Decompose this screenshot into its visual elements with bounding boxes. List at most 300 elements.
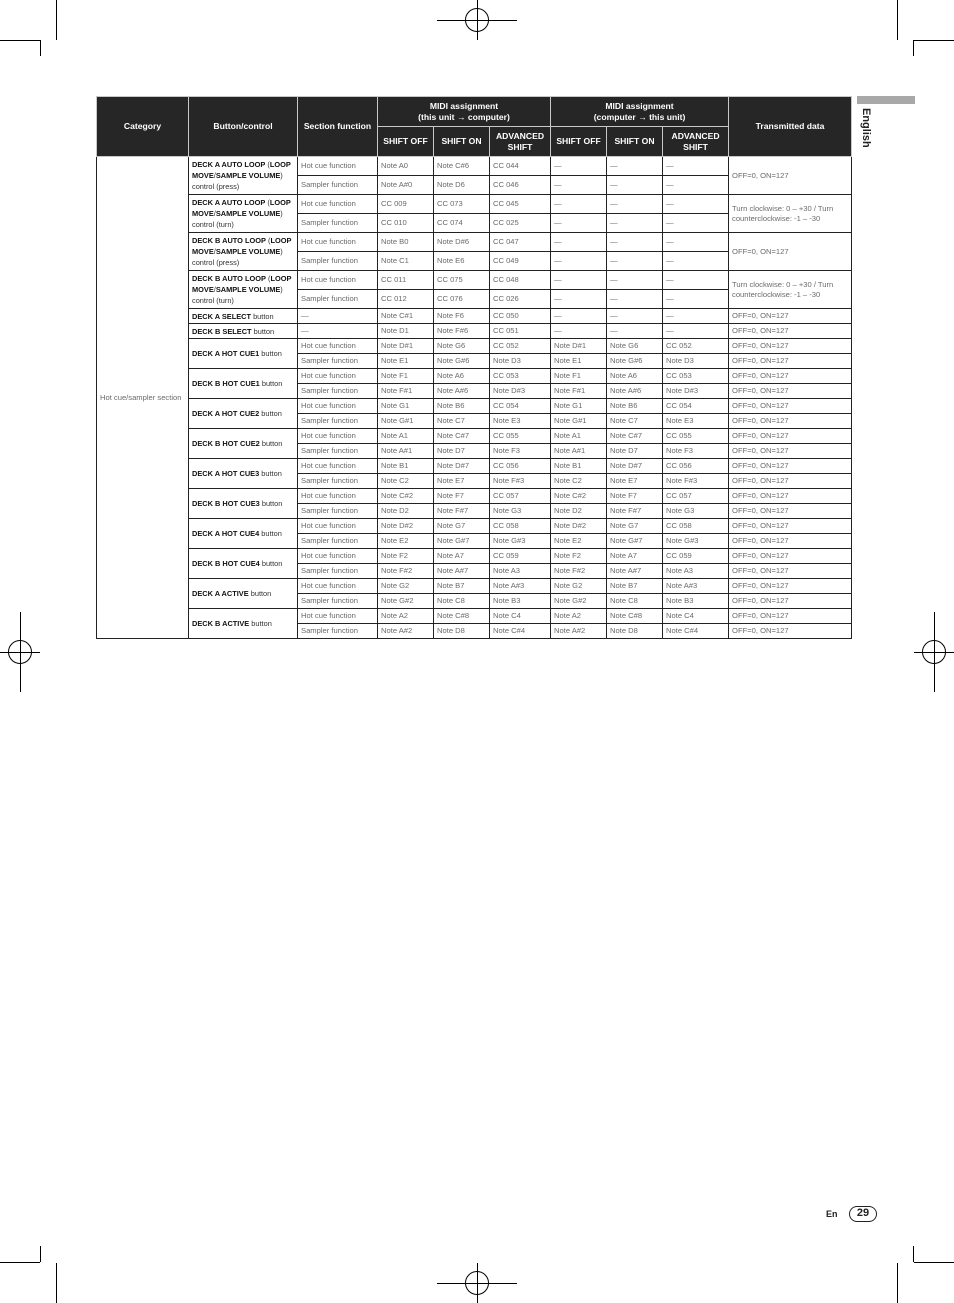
control-name-cell: DECK B AUTO LOOP (LOOP MOVE/SAMPLE VOLUME) control (turn) <box>189 271 298 309</box>
transmitted-data-cell: OFF=0, ON=127 <box>729 624 852 639</box>
control-name-cell: DECK A AUTO LOOP (LOOP MOVE/SAMPLE VOLUME) control (turn) <box>189 195 298 233</box>
transmitted-data-cell: OFF=0, ON=127 <box>729 534 852 549</box>
control-name-cell <box>189 309 298 324</box>
midi-value-cell: — <box>607 195 663 214</box>
section-function-cell: Hot cue function <box>298 369 378 384</box>
header-shift-off: SHIFT OFF <box>378 127 434 157</box>
header-advanced-shift: ADVANCED SHIFT <box>663 127 729 157</box>
midi-value-cell: Note C2 <box>551 474 607 489</box>
transmitted-data-cell: OFF=0, ON=127 <box>729 609 852 624</box>
language-tab-bar <box>857 96 915 104</box>
midi-value-cell: Note D#7 <box>607 459 663 474</box>
midi-value-cell: Note C7 <box>607 414 663 429</box>
section-function-cell: Sampler function <box>298 504 378 519</box>
midi-value-cell: Note F#2 <box>378 564 434 579</box>
midi-value-cell: Note A3 <box>663 564 729 579</box>
table-row <box>97 195 852 214</box>
section-function-cell: Hot cue function <box>298 195 378 214</box>
control-name-part: LOOP MOVE <box>192 198 291 218</box>
midi-value-cell: — <box>663 195 729 214</box>
midi-value-cell: — <box>607 309 663 324</box>
table-row <box>97 489 852 504</box>
crop-mark <box>40 40 41 56</box>
midi-value-cell: Note A#1 <box>378 444 434 459</box>
midi-value-cell: Note F2 <box>378 549 434 564</box>
midi-value-cell: Note D2 <box>551 504 607 519</box>
crop-mark <box>56 1263 57 1303</box>
midi-value-cell: — <box>663 271 729 290</box>
transmitted-data-cell: OFF=0, ON=127 <box>729 429 852 444</box>
midi-value-cell: — <box>551 290 607 309</box>
midi-value-cell: CC 075 <box>434 271 490 290</box>
transmitted-data-cell: OFF=0, ON=127 <box>729 399 852 414</box>
midi-value-cell: CC 057 <box>663 489 729 504</box>
midi-value-cell: Note C1 <box>378 252 434 271</box>
midi-value-cell: Note F#1 <box>378 384 434 399</box>
control-name-cell <box>189 549 298 579</box>
crop-mark <box>0 40 40 41</box>
transmitted-data-cell: OFF=0, ON=127 <box>729 369 852 384</box>
midi-value-cell: — <box>551 214 607 233</box>
section-function-cell: Hot cue function <box>298 459 378 474</box>
section-function-cell: Sampler function <box>298 252 378 271</box>
midi-value-cell: Note G#6 <box>607 354 663 369</box>
midi-value-cell: — <box>663 214 729 233</box>
midi-value-cell: CC 053 <box>490 369 551 384</box>
midi-value-cell: Note A#6 <box>434 384 490 399</box>
midi-value-cell: Note F#1 <box>551 384 607 399</box>
midi-value-cell: CC 009 <box>378 195 434 214</box>
midi-value-cell: Note D#2 <box>378 519 434 534</box>
midi-value-cell: Note E3 <box>663 414 729 429</box>
midi-value-cell: Note E1 <box>551 354 607 369</box>
midi-value-cell: Note D#3 <box>663 384 729 399</box>
midi-value-cell: Note D3 <box>663 354 729 369</box>
midi-value-cell: Note D#1 <box>378 339 434 354</box>
midi-value-cell: CC 052 <box>663 339 729 354</box>
control-type: button <box>261 499 283 508</box>
control-type: button <box>261 559 283 568</box>
table-row <box>97 324 852 339</box>
transmitted-data-cell: OFF=0, ON=127 <box>729 564 852 579</box>
midi-value-cell: Note A2 <box>378 609 434 624</box>
midi-value-cell: Note G#3 <box>663 534 729 549</box>
midi-value-cell: Note A3 <box>490 564 551 579</box>
midi-value-cell: CC 047 <box>490 233 551 252</box>
midi-value-cell: Note C#2 <box>551 489 607 504</box>
midi-value-cell: Note C4 <box>663 609 729 624</box>
midi-value-cell: Note D7 <box>607 444 663 459</box>
midi-value-cell: Note D8 <box>434 624 490 639</box>
control-type: button <box>250 589 272 598</box>
midi-value-cell: Note D#7 <box>434 459 490 474</box>
crop-mark <box>897 1263 898 1303</box>
section-function-cell: Hot cue function <box>298 549 378 564</box>
midi-value-cell: Note B7 <box>434 579 490 594</box>
midi-value-cell: Note G3 <box>490 504 551 519</box>
midi-value-cell: CC 044 <box>490 157 551 176</box>
control-name-cell <box>189 489 298 519</box>
section-function-cell: Hot cue function <box>298 399 378 414</box>
midi-value-cell: CC 074 <box>434 214 490 233</box>
midi-value-cell: Note D#1 <box>551 339 607 354</box>
header-midi-in-sub: (computer → this unit) <box>593 111 686 122</box>
control-name-cell <box>189 429 298 459</box>
registration-mark <box>934 612 935 692</box>
control-name-cell <box>189 579 298 609</box>
midi-value-cell: Note F7 <box>607 489 663 504</box>
midi-value-cell: Note D1 <box>378 324 434 339</box>
midi-value-cell: Note B0 <box>378 233 434 252</box>
language-tab: English <box>860 108 872 148</box>
midi-value-cell: Note C#8 <box>607 609 663 624</box>
midi-value-cell: CC 046 <box>490 176 551 195</box>
control-name: DECK B HOT CUE1 <box>192 379 260 388</box>
midi-value-cell: Note D#3 <box>490 384 551 399</box>
midi-value-cell: — <box>607 324 663 339</box>
midi-value-cell: Note G#1 <box>378 414 434 429</box>
crop-mark <box>56 0 57 40</box>
control-name-cell <box>189 399 298 429</box>
midi-value-cell: Note A#3 <box>490 579 551 594</box>
transmitted-data-cell: OFF=0, ON=127 <box>729 444 852 459</box>
midi-value-cell: Note A#2 <box>551 624 607 639</box>
midi-value-cell: Note A#0 <box>378 176 434 195</box>
header-shift-on: SHIFT ON <box>607 127 663 157</box>
midi-value-cell: CC 052 <box>490 339 551 354</box>
transmitted-data-cell: OFF=0, ON=127 <box>729 233 852 271</box>
section-function-cell: Hot cue function <box>298 233 378 252</box>
midi-value-cell: — <box>607 157 663 176</box>
table-row <box>97 369 852 384</box>
midi-value-cell: Note C#8 <box>434 609 490 624</box>
control-name: DECK B AUTO LOOP <box>192 236 266 245</box>
midi-value-cell: CC 058 <box>490 519 551 534</box>
midi-value-cell: Note D8 <box>607 624 663 639</box>
midi-value-cell: CC 053 <box>663 369 729 384</box>
midi-value-cell: CC 055 <box>490 429 551 444</box>
control-name: DECK A HOT CUE4 <box>192 529 260 538</box>
midi-value-cell: — <box>551 309 607 324</box>
midi-value-cell: Note F2 <box>551 549 607 564</box>
midi-value-cell: Note C#7 <box>434 429 490 444</box>
midi-value-cell: — <box>663 290 729 309</box>
control-name: DECK A SELECT <box>192 311 251 321</box>
transmitted-data-cell: OFF=0, ON=127 <box>729 489 852 504</box>
midi-value-cell: CC 057 <box>490 489 551 504</box>
midi-value-cell: Note F1 <box>378 369 434 384</box>
registration-mark <box>477 1263 478 1303</box>
header-midi-out <box>378 97 551 127</box>
header-shift-off: SHIFT OFF <box>551 127 607 157</box>
midi-value-cell: Note G1 <box>551 399 607 414</box>
midi-value-cell: Note G#2 <box>378 594 434 609</box>
section-function-cell: Sampler function <box>298 290 378 309</box>
midi-value-cell: Note C7 <box>434 414 490 429</box>
midi-value-cell: Note D7 <box>434 444 490 459</box>
midi-value-cell: Note B6 <box>607 399 663 414</box>
midi-value-cell: Note G2 <box>551 579 607 594</box>
transmitted-data-cell: OFF=0, ON=127 <box>729 459 852 474</box>
midi-value-cell: CC 073 <box>434 195 490 214</box>
midi-value-cell: Note C4 <box>490 609 551 624</box>
section-function-cell: Hot cue function <box>298 579 378 594</box>
midi-value-cell: Note A#6 <box>607 384 663 399</box>
midi-value-cell: Note E3 <box>490 414 551 429</box>
control-type: button <box>261 379 283 388</box>
header-midi-in-title: MIDI assignment <box>605 100 674 111</box>
midi-value-cell: Note F6 <box>434 309 490 324</box>
midi-value-cell: Note F3 <box>490 444 551 459</box>
header-category: Category <box>97 97 189 157</box>
control-type: button <box>253 326 275 336</box>
midi-value-cell: Note B6 <box>434 399 490 414</box>
control-type: button <box>261 439 283 448</box>
transmitted-data-cell: OFF=0, ON=127 <box>729 594 852 609</box>
midi-value-cell: Note A#1 <box>551 444 607 459</box>
crop-mark <box>914 40 954 41</box>
midi-value-cell: — <box>551 252 607 271</box>
table-row <box>97 519 852 534</box>
section-function-cell: Hot cue function <box>298 157 378 176</box>
midi-value-cell: Note E2 <box>378 534 434 549</box>
control-type: button <box>251 619 272 628</box>
midi-value-cell: CC 026 <box>490 290 551 309</box>
midi-value-cell: — <box>551 233 607 252</box>
midi-value-cell: Note A#7 <box>434 564 490 579</box>
midi-value-cell: Note A2 <box>551 609 607 624</box>
control-type: control (turn) <box>192 296 234 305</box>
midi-value-cell: Note G#6 <box>434 354 490 369</box>
header-midi-out-title: MIDI assignment <box>429 100 499 111</box>
section-function-cell: Sampler function <box>298 414 378 429</box>
midi-value-cell: Note F1 <box>551 369 607 384</box>
crop-mark <box>914 1262 954 1263</box>
midi-value-cell: Note E7 <box>607 474 663 489</box>
midi-value-cell: — <box>551 195 607 214</box>
crop-mark <box>913 1246 914 1262</box>
midi-value-cell: Note F7 <box>434 489 490 504</box>
control-name-cell <box>189 324 298 339</box>
midi-value-cell: Note G#3 <box>490 534 551 549</box>
midi-value-cell: Note C#4 <box>490 624 551 639</box>
table-row <box>97 459 852 474</box>
section-function-cell: Sampler function <box>298 564 378 579</box>
transmitted-data-cell: OFF=0, ON=127 <box>729 504 852 519</box>
midi-value-cell: CC 056 <box>490 459 551 474</box>
control-name-cell <box>189 339 298 369</box>
midi-value-cell: CC 049 <box>490 252 551 271</box>
control-name: DECK A HOT CUE2 <box>192 409 260 418</box>
transmitted-data-cell: OFF=0, ON=127 <box>729 309 852 324</box>
midi-value-cell: — <box>607 214 663 233</box>
midi-value-cell: Note C#4 <box>663 624 729 639</box>
midi-value-cell: Note A1 <box>551 429 607 444</box>
transmitted-data-cell: OFF=0, ON=127 <box>729 579 852 594</box>
category-cell: Hot cue/sampler section <box>97 157 189 639</box>
control-name-part: SAMPLE VOLUME <box>215 247 281 256</box>
crop-mark <box>40 1246 41 1262</box>
control-type: button <box>261 409 282 418</box>
midi-value-cell: — <box>551 324 607 339</box>
table-row <box>97 309 852 324</box>
control-name: DECK A ACTIVE <box>192 589 249 598</box>
section-function-cell: Hot cue function <box>298 489 378 504</box>
header-section-function: Section function <box>298 97 378 157</box>
transmitted-data-cell: Turn clockwise: 0 – +30 / Turn counterclockwise: -1 – -30 <box>729 195 852 233</box>
control-name-cell: DECK B AUTO LOOP (LOOP MOVE/SAMPLE VOLUME) control (press) <box>189 233 298 271</box>
control-name: DECK B SELECT <box>192 326 252 336</box>
midi-value-cell: Note C2 <box>378 474 434 489</box>
midi-value-cell: — <box>607 176 663 195</box>
control-type: button <box>261 529 282 538</box>
control-name: DECK A AUTO LOOP <box>192 198 266 207</box>
midi-value-cell: Note E6 <box>434 252 490 271</box>
table-row <box>97 271 852 290</box>
midi-value-cell: Note A#7 <box>607 564 663 579</box>
midi-value-cell: Note D#6 <box>434 233 490 252</box>
section-function-cell: Sampler function <box>298 354 378 369</box>
midi-value-cell: CC 012 <box>378 290 434 309</box>
midi-value-cell: Note B3 <box>490 594 551 609</box>
midi-value-cell: — <box>663 309 729 324</box>
transmitted-data-cell: OFF=0, ON=127 <box>729 339 852 354</box>
midi-value-cell: Note G#7 <box>434 534 490 549</box>
midi-value-cell: CC 050 <box>490 309 551 324</box>
midi-value-cell: — <box>551 157 607 176</box>
table-row <box>97 549 852 564</box>
section-function-cell: Sampler function <box>298 624 378 639</box>
table-row <box>97 609 852 624</box>
control-name-cell: DECK A AUTO LOOP (LOOP MOVE/SAMPLE VOLUME) control (press) <box>189 157 298 195</box>
section-function-cell: Hot cue function <box>298 429 378 444</box>
table-row <box>97 339 852 354</box>
table-row <box>97 157 852 176</box>
midi-value-cell: Note G7 <box>607 519 663 534</box>
control-name-cell <box>189 609 298 639</box>
midi-value-cell: Note B1 <box>378 459 434 474</box>
midi-value-cell: Note B1 <box>551 459 607 474</box>
midi-value-cell: CC 054 <box>663 399 729 414</box>
midi-value-cell: — <box>663 176 729 195</box>
midi-value-cell: CC 058 <box>663 519 729 534</box>
midi-value-cell: CC 054 <box>490 399 551 414</box>
control-name-part: SAMPLE VOLUME <box>215 209 281 218</box>
control-name-cell <box>189 519 298 549</box>
midi-value-cell: Note C#6 <box>434 157 490 176</box>
midi-value-cell: Note A1 <box>378 429 434 444</box>
transmitted-data-cell: OFF=0, ON=127 <box>729 384 852 399</box>
midi-value-cell: Note B3 <box>663 594 729 609</box>
midi-value-cell: — <box>663 233 729 252</box>
control-name: DECK B HOT CUE4 <box>192 559 260 568</box>
crop-mark <box>913 40 914 56</box>
table-row <box>97 579 852 594</box>
transmitted-data-cell: Turn clockwise: 0 – +30 / Turn counterclockwise: -1 – -30 <box>729 271 852 309</box>
control-type: control (press) <box>192 258 240 267</box>
midi-value-cell: Note D6 <box>434 176 490 195</box>
header-shift-on: SHIFT ON <box>434 127 490 157</box>
midi-value-cell: Note G6 <box>434 339 490 354</box>
section-function-cell: Sampler function <box>298 176 378 195</box>
midi-value-cell: CC 076 <box>434 290 490 309</box>
midi-value-cell: — <box>663 252 729 271</box>
midi-value-cell: Note E1 <box>378 354 434 369</box>
midi-value-cell: Note A6 <box>434 369 490 384</box>
section-function-cell: Hot cue function <box>298 519 378 534</box>
control-name: DECK B HOT CUE3 <box>192 499 260 508</box>
midi-value-cell: — <box>607 271 663 290</box>
midi-value-cell: Note G7 <box>434 519 490 534</box>
control-name-part: LOOP MOVE <box>192 274 292 294</box>
midi-value-cell: Note D#2 <box>551 519 607 534</box>
section-function-cell: Sampler function <box>298 444 378 459</box>
transmitted-data-cell: OFF=0, ON=127 <box>729 474 852 489</box>
midi-value-cell: Note G6 <box>607 339 663 354</box>
table-row <box>97 429 852 444</box>
midi-value-cell: CC 010 <box>378 214 434 233</box>
header-transmitted: Transmitted data <box>729 97 852 157</box>
midi-value-cell: Note G#2 <box>551 594 607 609</box>
midi-value-cell: Note A6 <box>607 369 663 384</box>
crop-mark <box>897 0 898 40</box>
midi-value-cell: Note D2 <box>378 504 434 519</box>
transmitted-data-cell: OFF=0, ON=127 <box>729 354 852 369</box>
footer-language: En <box>826 1209 838 1219</box>
registration-mark <box>20 612 21 692</box>
midi-value-cell: — <box>607 290 663 309</box>
section-function-cell: Hot cue function <box>298 339 378 354</box>
midi-value-cell: Note G2 <box>378 579 434 594</box>
control-name: DECK A HOT CUE3 <box>192 469 260 478</box>
transmitted-data-cell: OFF=0, ON=127 <box>729 519 852 534</box>
section-function-cell: Sampler function <box>298 474 378 489</box>
midi-value-cell: Note F#3 <box>663 474 729 489</box>
midi-value-cell: Note G#1 <box>551 414 607 429</box>
control-name: DECK B AUTO LOOP <box>192 274 266 283</box>
crop-mark <box>0 1262 40 1263</box>
midi-value-cell: Note G3 <box>663 504 729 519</box>
control-name: DECK B HOT CUE2 <box>192 439 260 448</box>
section-function-cell: Sampler function <box>298 534 378 549</box>
transmitted-data-cell: OFF=0, ON=127 <box>729 324 852 339</box>
section-function-cell: — <box>298 309 378 324</box>
transmitted-data-cell: OFF=0, ON=127 <box>729 157 852 195</box>
midi-value-cell: CC 055 <box>663 429 729 444</box>
control-type: button <box>253 311 274 321</box>
midi-value-cell: — <box>551 271 607 290</box>
midi-value-cell: CC 045 <box>490 195 551 214</box>
midi-value-cell: Note C8 <box>434 594 490 609</box>
midi-value-cell: Note A7 <box>434 549 490 564</box>
midi-value-cell: CC 011 <box>378 271 434 290</box>
midi-value-cell: Note F#6 <box>434 324 490 339</box>
midi-value-cell: Note C#1 <box>378 309 434 324</box>
header-midi-out-sub: (this unit → computer) <box>418 111 510 122</box>
registration-mark <box>477 0 478 40</box>
header-button-control: Button/control <box>189 97 298 157</box>
control-name-part: SAMPLE VOLUME <box>215 285 281 294</box>
page-number: 29 <box>849 1206 877 1222</box>
midi-value-cell: Note G1 <box>378 399 434 414</box>
midi-value-cell: — <box>663 324 729 339</box>
section-function-cell: Sampler function <box>298 384 378 399</box>
control-name-part: LOOP MOVE <box>192 236 292 256</box>
midi-value-cell: Note A7 <box>607 549 663 564</box>
section-function-cell: — <box>298 324 378 339</box>
header-advanced-shift: ADVANCED SHIFT <box>490 127 551 157</box>
midi-value-cell: CC 056 <box>663 459 729 474</box>
